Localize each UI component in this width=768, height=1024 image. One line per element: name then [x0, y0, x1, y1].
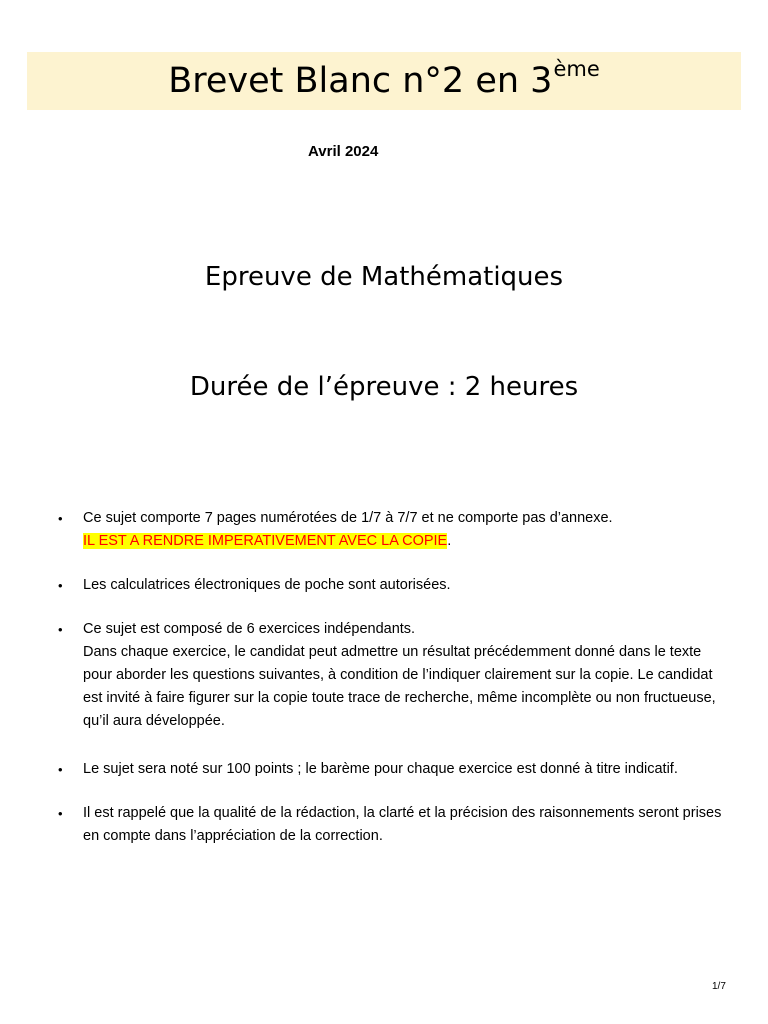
- exam-date: Avril 2024: [308, 143, 379, 160]
- document-title: [27, 56, 741, 110]
- instructions-list: [58, 507, 728, 848]
- instruction-item: [58, 802, 728, 848]
- bullet-icon: •: [58, 806, 63, 821]
- instruction-text: Les calculatrices électroniques de poche sont autorisées.: [83, 577, 451, 593]
- exam-subject: Epreuve de Mathématiques: [204, 262, 564, 292]
- instruction-item: [58, 507, 728, 553]
- title-band: [27, 52, 741, 110]
- bullet-icon: •: [58, 622, 63, 637]
- instruction-item: [58, 574, 728, 597]
- bullet-icon: •: [58, 578, 63, 593]
- instruction-item: [58, 618, 728, 733]
- instruction-text: Le sujet sera noté sur 100 points ; le barème pour chaque exercice est donné à titre indicatif.: [83, 761, 678, 777]
- instruction-text: Ce sujet est composé de 6 exercices indépendants.: [83, 621, 416, 637]
- instruction-text: Dans chaque exercice, le candidat peut admettre un résultat précédemment donné dans le texte pour aborder les questions suivantes, à condition de l’indiquer clairement sur la copie. Le candidat est invité à faire figurer sur la copie toute trace de recherche, même incomplète ou non fructueuse, qu’il aura développée.: [83, 644, 716, 729]
- bullet-icon: •: [58, 762, 63, 777]
- exam-duration: Durée de l’épreuve : 2 heures: [189, 372, 579, 402]
- instruction-text: Ce sujet comporte 7 pages numérotées de 1/7 à 7/7 et ne comporte pas d’annexe.: [83, 510, 613, 526]
- page-number: 1/7: [712, 981, 726, 992]
- title-text: Brevet Blanc n°2 en 3: [168, 61, 553, 101]
- title-superscript: ème: [553, 57, 600, 81]
- instruction-item: [58, 758, 728, 781]
- highlighted-warning: IL EST A RENDRE IMPERATIVEMENT AVEC LA COPIE: [83, 533, 448, 549]
- warning-suffix: .: [447, 533, 452, 549]
- instruction-text: Il est rappelé que la qualité de la rédaction, la clarté et la précision des raisonnements seront prises en compte dans l’appréciation de la correction.: [83, 805, 722, 844]
- bullet-icon: •: [58, 511, 63, 526]
- instruction-warning: [83, 530, 728, 553]
